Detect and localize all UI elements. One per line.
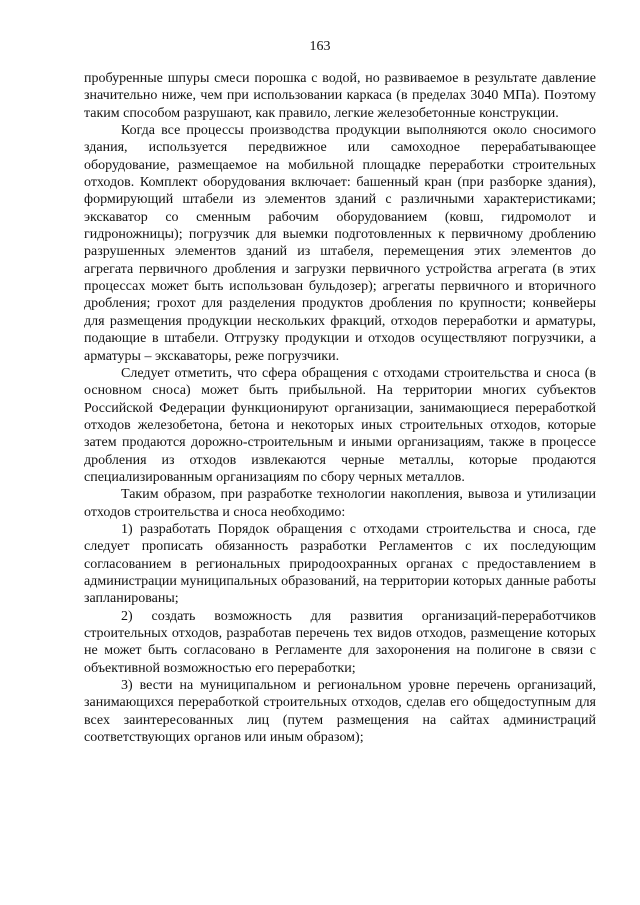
- list-item-3: 3) вести на муниципальном и региональном уровне перечень организаций, занимающихся переработкой строительных отходов, сделав его общедоступным для всех заинтересованных лиц (путем размещения на сайтах администраций соответствующих органов или иным образом);: [84, 678, 596, 746]
- paragraph-conclusion-intro: Таким образом, при разработке технологии накопления, вывоза и утилизации отходов строительства и сноса необходимо:: [84, 487, 596, 520]
- list-item-2: 2) создать возможность для развития организаций-переработчиков строительных отходов, разработав перечень тех видов отходов, размещение которых не может быть согласовано в Регламенте для захоронения на полигоне в связи с объективной возможностью его переработки;: [84, 608, 596, 676]
- paragraph-equipment: Когда все процессы производства продукции выполняются около сносимого здания, используется передвижное или самоходное перерабатывающее оборудование, размещаемое на мобильной площадке переработки строительных отходов. Комплект оборудования включает: башенный кран (при разборке здания), формирующий штабели из элементов зданий с различными характеристиками; экскаватор со сменным рабочим оборудованием (ковш, гидромолот и гидроножницы); погрузчик для выемки подготовленных к первичному дроблению разрушенных элементов зданий из штабеля, перемещения этих элементов до агрегата первичного дробления и загрузки первичного устройства агрегата (в этих процессах может быть использован бульдозер); агрегаты первичного и вторичного дробления; грохот для разделения продуктов дробления по крупности; конвейеры для размещения продукции нескольких фракций, отходов переработки и арматуры, подающие в штабели. Отгрузку продукции и отходов осуществляют погрузчики, а арматуры – экскаваторы, реже погрузчики.: [84, 123, 596, 364]
- list-item-1: 1) разработать Порядок обращения с отходами строительства и сноса, где следует прописать обязанность разработки Регламентов с их последующим согласованием в региональных природоохранных органах с предоставлением в администрации муниципальных образований, на территории которых данные работы запланированы;: [84, 521, 596, 607]
- page-number: 163: [309, 39, 331, 54]
- paragraph-profitability: Следует отметить, что сфера обращения с отходами строительства и сноса (в основном сноса) может быть прибыльной. На территории многих субъектов Российской Федерации функционируют организации, занимающиеся переработкой отходов железобетона, бетона и некоторых иных строительных отходов, которые затем продаются дорожно-строительным и иными организациям, также в процессе дробления из отходов извлекаются черные металлы, которые продаются специализированным организациям по сбору черных металлов.: [84, 365, 596, 485]
- paragraph-continuation: пробуренные шпуры смеси порошка с водой, но развиваемое в результате давление значительно ниже, чем при использовании каркаса (в пределах 3040 МПа). Поэтому таким способом разрушают, как правило, легкие железобетонные конструкции.: [84, 71, 596, 121]
- document-body: [84, 70, 596, 746]
